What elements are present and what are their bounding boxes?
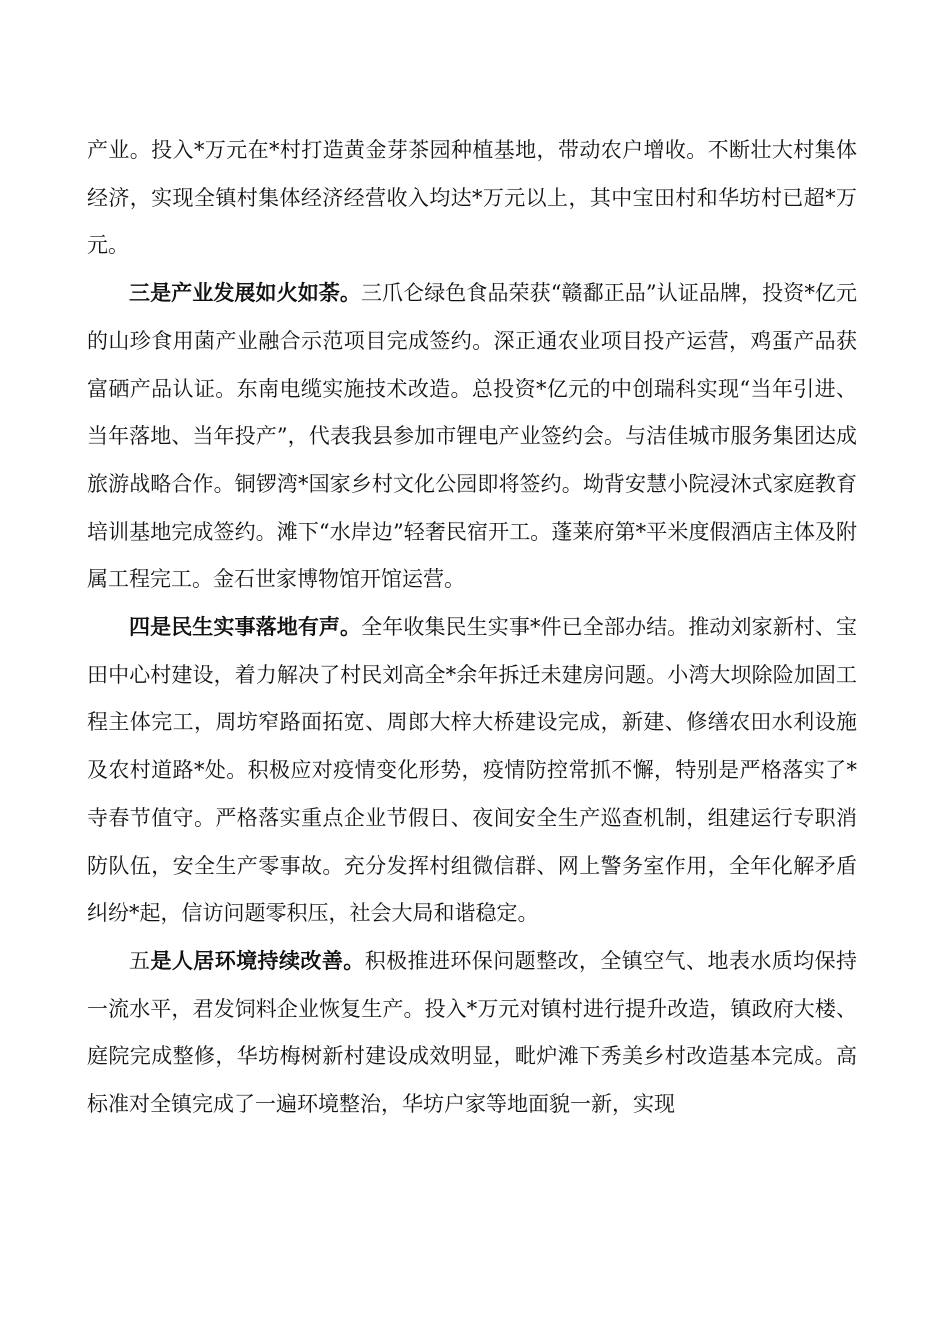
paragraph-living-environment — [87, 938, 857, 1129]
paragraph-text: 积极推进环保问题整改，全镇空气、地表水质均保持一流水平，君发饲料企业恢复生产。投入*万元对镇村进行提升改造，镇政府大楼、庭院完成整修，华坊梅树新村建设成效明显，毗炉滩下秀美乡村改造基本完成。高标准对全镇完成了一遍环境整治，华坊户家等地面貌一新，实现 — [87, 948, 858, 1117]
paragraph-livelihood — [87, 604, 857, 938]
paragraph-industry-continued — [87, 127, 857, 270]
paragraph-text: 产业。投入*万元在*村打造黄金芽茶园种植基地，带动农户增收。不断壮大村集体经济，实现全镇村集体经济经营收入均达*万元以上，其中宝田村和华坊村已超*万元。 — [87, 138, 857, 258]
document-body — [87, 127, 857, 1129]
paragraph-industry-development — [87, 270, 857, 604]
paragraph-heading: 四是民生实事落地有声。 — [129, 615, 362, 640]
paragraph-text: 三爪仑绿色食品荣获“赣鄱正品”认证品牌，投资*亿元的山珍食用菌产业融合示范项目完成签约。深正通农业项目投产运营，鸡蛋产品获富硒产品认证。东南电缆实施技术改造。总投资*亿元的中创瑞科实现“当年引进、当年落地、当年投产”，代表我县参加市锂电产业签约会。与洁佳城市服务集团达成旅游战略合作。铜锣湾*国家乡村文化公园即将签约。坳背安慧小院浸沐式家庭教育培训基地完成签约。滩下“水岸边”轻奢民宿开工。蓬莱府第*平米度假酒店主体及附属工程完工。金石世家博物馆开馆运营。 — [87, 281, 857, 592]
paragraph-heading: 三是产业发展如火如荼。 — [129, 281, 361, 306]
paragraph-heading: 是人居环境持续改善。 — [150, 948, 365, 973]
paragraph-heading-number: 五 — [129, 948, 151, 973]
paragraph-text: 全年收集民生实事*件已全部办结。推动刘家新村、宝田中心村建设，着力解决了村民刘高全*余年拆迁未建房问题。小湾大坝除险加固工程主体完工，周坊窄路面拓宽、周郎大梓大桥建设完成，新建、修缮农田水利设施及农村道路*处。积极应对疫情变化形势，疫情防控常抓不懈，特别是严格落实了*寺春节值守。严格落实重点企业节假日、夜间安全生产巡查机制，组建运行专职消防队伍，安全生产零事故。充分发挥村组微信群、网上警务室作用，全年化解矛盾纠纷*起，信访问题零积压，社会大局和谐稳定。 — [87, 615, 858, 926]
